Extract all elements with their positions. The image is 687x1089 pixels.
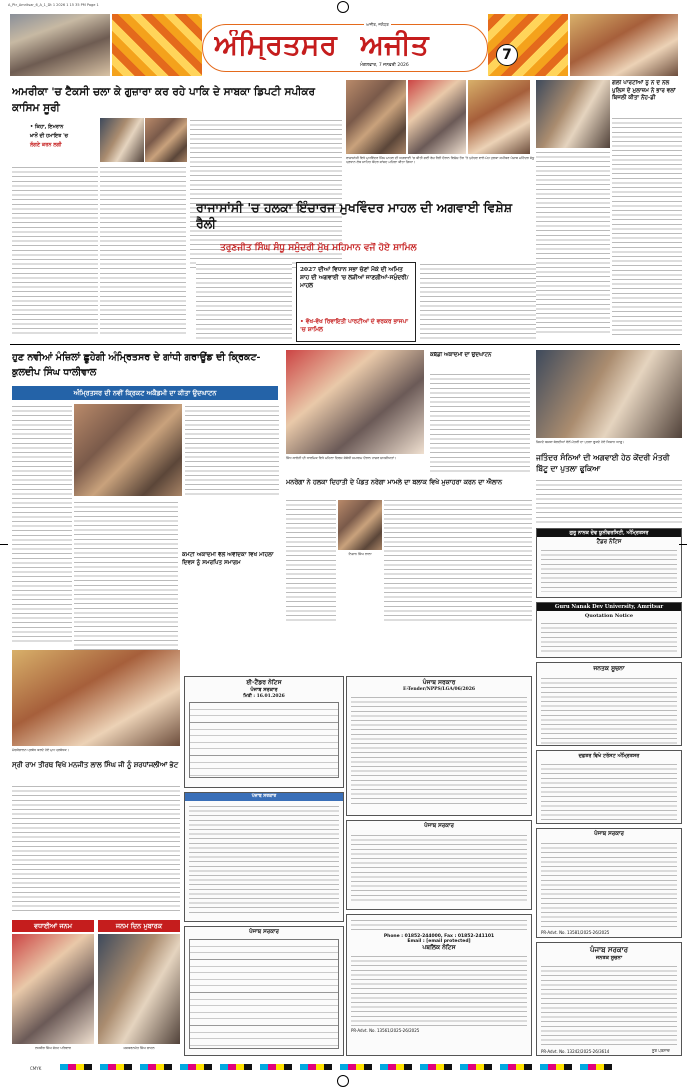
- main-subheadline: ਤਰੁਣਜੀਤ ਸਿੰਘ ਸੰਧੂ ਸਮੁੰਦਰੀ ਮੁੱਖ ਮਹਿਮਾਨ ਵਜੋਂ ਹੋਏ ਸ਼ਾਮਿਲ: [220, 243, 417, 253]
- story3-bar: ਅੰਮ੍ਰਿਤਸਰ ਦੀ ਨਵੀਂ ਕ੍ਰਿਕਟ ਅਕੈਡਮੀ ਦਾ ਕੀਤਾ ਉਦਘਾਟਨ: [12, 386, 278, 400]
- tender1-table: [189, 702, 339, 778]
- story3-body-2: [185, 404, 279, 496]
- lower-ad-2-body: [351, 833, 527, 903]
- registration-mark-icon: [337, 1, 349, 13]
- lower-ad-2-title: ਪੰਜਾਬ ਸਰਕਾਰ: [424, 823, 454, 829]
- bottom-mid-body-2: [384, 498, 532, 622]
- bottom-tag: ਨੂਰ ਪਰਸ਼ਾਦ: [652, 1048, 670, 1053]
- right-headline: ਜਤਿੰਦਰ ਸੰਨਿਆਂ ਦੀ ਅਗਵਾਈ ਹੇਠ ਕੇਂਦਰੀ ਮੰਤਰੀ ਬਿੱਟੂ ਦਾ ਪੁਤਲਾ ਫੂਕਿਆ: [536, 453, 670, 473]
- tender2-ad: [346, 676, 532, 816]
- top-right-body-2: [536, 150, 610, 336]
- top-right-body: [612, 116, 682, 336]
- mid-body: [430, 372, 530, 474]
- right-caption: ਜਿਸਦੇ ਕਸਬਾ ਬੋਲਦੀਆਂ ਵੱਲੋਂ ਮੰਤਰੀ ਦਾ ਪੁਤਲਾ ਫੂਕਦੇ ਹੋਏ ਕਿਸਾਨ ਆਗੂ।: [536, 440, 625, 444]
- main-callout-1: 2027 ਦੀਆਂ ਵਿਧਾਨ ਸਭਾ ਚੋਣਾਂ ਮੌਕੇ ਦੀ ਅਮਿਤ ਸ਼ਾਹ ਦੀ ਅਗਵਾਈ 'ਚ ਲੜੀਆਂ ਜਾਣਗੀਆਂ-ਸਮੁੰਦਰੀ/ਮਾਹਲ: [300, 267, 409, 289]
- color-bar: [60, 1064, 620, 1070]
- mid-caption: ਸਿੱਖ ਕਾਲੋਨੀ ਦੀ ਧਾਰਮਿਕ ਵਿਖੇ ਮਹਿਲਾ ਦਿਵਸ ਸੰਬੰਧੀ ਸਮਾਗਮ ਦੌਰਾਨ ਹਾਜ਼ਰ ਸ਼ਖਸੀਅਤਾਂ।: [286, 456, 397, 460]
- gndu-ad: [536, 528, 682, 598]
- masthead-date: ਮੰਗਲਵਾਰ, 7 ਜਨਵਰੀ 2026: [360, 63, 409, 68]
- govt-ad-right-2-title: ਪੰਜਾਬ ਸਰਕਾਰ: [589, 945, 628, 954]
- public-notice-body: [351, 954, 527, 1026]
- section-divider: [10, 344, 680, 345]
- trustee-title: ਦਫ਼ਤਰ ਵਿਖੇ ਟਰੱਸਟ ਅੰਮ੍ਰਿਤਸਰ: [578, 753, 640, 759]
- tender2-sub: E-Tender/NPPS/LGA/06/2026: [403, 687, 475, 692]
- slug-line: A_Ptr_Amritsar_6_A_1_Dt 1 2026 1 15 35 PM Page 1: [8, 3, 99, 7]
- bday-right-title: ਜਨਮ ਦਿਨ ਮੁਬਾਰਕ: [98, 920, 180, 932]
- gndu-sub: ਟੈਂਡਰ ਨੋਟਿਸ: [596, 539, 622, 545]
- gndu-title: ਗੁਰੂ ਨਾਨਕ ਦੇਵ ਯੂਨੀਵਰਸਿਟੀ, ਅੰਮ੍ਰਿਤਸਰ: [537, 529, 681, 537]
- bottom-mid-headline: ਮਨਰੇਗਾ ਨੇ ਹਲਕਾ ਦਿਹਾਤੀ ਦੇ ਪੰਡਤ ਨਰੇਗਾ ਮਾਮਲੇ ਦਾ ਬਲਾਕ ਵਿਖੇ ਮੁਜ਼ਾਹਰਾ ਕਰਨ ਦਾ ਐਲਾਨ: [286, 478, 503, 486]
- public-notice-title: ਪਬਲਿਕ ਨੋਟਿਸ: [422, 944, 456, 951]
- lead-photo-2: [408, 80, 466, 154]
- email-line: Email : [email protected]: [407, 939, 471, 944]
- main-callout-2: • ਵੱਖ-ਵੱਖ ਰਿਵਾਇਤੀ ਪਾਰਟੀਆਂ ਦੇ ਵਰਕਰ ਭਾਜਪਾ 'ਚ ਸ਼ਾਮਿਲ: [300, 319, 408, 333]
- pr-no-3: PR-Advt. No. 13242/2025-26/3614: [541, 1049, 610, 1054]
- mid-story-headline: ਕਮੇਟੀ ਅਕਾਦਮੀ ਵੱਲੋਂ ਅਵੈਦਿਕਾ ਵਿਖੇ ਮਹਿਲਾ ਦਿਵਸ ਨੂੰ ਸਮਰਪਿਤ ਸਮਾਗਮ: [182, 552, 274, 566]
- tender1-sub: ਪੰਜਾਬ ਸਰਕਾਰ: [250, 687, 278, 693]
- story3-body: [12, 404, 72, 644]
- govt-ad-right-title: ਪੰਜਾਬ ਸਰਕਾਰ: [594, 831, 624, 837]
- masthead-pattern: [112, 14, 202, 76]
- story1-portrait: [100, 118, 144, 162]
- story1-headline: ਅਮਰੀਕਾ 'ਚ ਟੈਕਸੀ ਚਲਾ ਕੇ ਗੁਜ਼ਾਰਾ ਕਰ ਰਹੇ ਪਾਕਿ ਦੇ ਸਾਬਕਾ ਡਿਪਟੀ ਸਪੀਕਰ ਕਾਸਿਮ ਸੂਰੀ: [12, 86, 316, 114]
- story1-body-2: [100, 165, 186, 335]
- public-notice-ad: [346, 914, 532, 1056]
- bottom-tender-title: ਪੰਜਾਬ ਸਰਕਾਰ: [249, 929, 279, 935]
- govt-ad-right-2-sub: ਜਨਤਕ ਸੂਚਨਾ: [596, 955, 622, 961]
- jantak-body: [541, 676, 677, 744]
- bday-left-photo: [12, 934, 94, 1044]
- govt-ad-right: [536, 828, 682, 938]
- story3-headline: ਹੁਣ ਨਵੀਆਂ ਮੰਜ਼ਿਲਾਂ ਛੂਹੇਗੀ ਅੰਮ੍ਰਿਤਸਰ ਦੇ ਗਾਂਧੀ ਗਰਾਊਂਡ ਦੀ ਕ੍ਰਿਕਟ-ਕੁਲਦੀਪ ਸਿੰਘ ਧਾਲੀਵਾਲ: [12, 352, 261, 378]
- story1-body: [12, 165, 98, 335]
- masthead-small: ਅਜੀਤ, ਜਲੰਧਰ: [366, 22, 389, 27]
- page-number-badge: 7: [496, 44, 518, 66]
- pr-no-1: PR-Advt. No. 13561/2025-26/2025: [351, 1028, 420, 1033]
- right-body: [536, 478, 682, 524]
- mid-photo: [286, 350, 424, 454]
- bottom-left-photo: [12, 650, 180, 746]
- trustee-body: [541, 762, 677, 820]
- lead-photo-caption: ਰਾਜਾਸਾਂਸੀ ਵਿਖੇ ਮੁਖਵਿੰਦਰ ਸਿੰਘ ਮਾਹਲ ਦੀ ਅਗਵਾਈ 'ਚ ਕੀਤੀ ਗਈ ਰੋਸ਼ ਰੈਲੀ ਦੌਰਾਨ ਵਿਸ਼ੇਸ਼ ਤੌਰ 'ਤੇ ਪੁਹੰਚਣ ਵਾਲੇ ਮੋਹ ਹੁਲਕਾ ਸਪੀਕਰ ਪੰਜਾਬ ਮਹਿੰਦਰ ਸੰਧੂ ਪ੍ਰਧਾਨ ਲੋਕ ਸਾਹਿਤ ਕੇਂਦਰ ਸਾਂਸਦ ਮਹਿਲਾ ਕੀਤਾ ਗਿਆ।: [346, 156, 535, 165]
- bottom-left-body: [12, 784, 180, 914]
- lead-photo-1: [346, 80, 406, 154]
- trustee-ad: [536, 750, 682, 824]
- gndu-en-ad: [536, 602, 682, 658]
- lower-ad-1-bar: ਪੰਜਾਬ ਸਰਕਾਰ: [185, 793, 343, 801]
- story1-sub1: • ਕਿਹਾ, ਇਮਰਾਨ: [30, 124, 64, 130]
- bottom-tender-body: [189, 939, 339, 1049]
- lower-ad-2: [346, 820, 532, 910]
- masthead-left: ਅੰਮ੍ਰਿਤਸਰ: [214, 30, 337, 60]
- mid-label: ਕਬੱਡੀ ਅਕਾਦਮੀ ਦਾ ਉਦਘਾਟਨ: [430, 352, 492, 358]
- bottom-mid-portrait: [338, 500, 382, 550]
- public-notice-head: [351, 918, 527, 934]
- main-body-2: [420, 262, 536, 342]
- bday-right-caption: ਜਸਕਰਨਜੋਤ ਸਿੰਘ ਚਾਹਲ: [123, 1046, 155, 1050]
- story3-body-3: [74, 500, 178, 650]
- bottom-mid-portrait-caption: ਨਿਸ਼ਾਨ ਸਿੰਘ ਲਾਲਾ: [348, 552, 372, 556]
- jantak-ad: [536, 662, 682, 746]
- bday-left-caption: ਲਖਬੀਰ ਸਿੰਘ ਸੰਨਹ ਪਰਿਵਾਰ: [35, 1046, 71, 1050]
- story1-sub3: ਲੱਗਣੇ ਕਰਨ ਲਗੀ: [30, 142, 62, 148]
- gndu-en-title: Guru Nanak Dev University, Amritsar: [537, 603, 681, 611]
- phone-line: Phone : 01852-244000, Fax : 01852-241101: [383, 934, 495, 939]
- tender1-title: ਈ-ਟੈਂਡਰ ਨੋਟਿਸ: [246, 679, 282, 686]
- golden-temple-image: [10, 14, 110, 76]
- lower-ad-1: [184, 792, 344, 922]
- main-headline: ਰਾਜਾਸਾਂਸੀ 'ਚ ਹਲਕਾ ਇੰਚਾਰਜ ਮੁਖਵਿੰਦਰ ਮਾਹਲ ਦੀ ਅਗਵਾਈ ਵਿਸ਼ੇਸ਼ ਰੈਲੀ: [196, 200, 513, 231]
- lead-photo-3: [468, 80, 530, 154]
- top-right-headline: ਗੋਲੀ ਪਾਰਟੀਆਂ ਨੂੰ ਨੇ ਦੇ ਨੇਲ ਪੁਲਿਸ ਦੇ ਮੁਲਾਜ਼ਮ ਨੇ ਭਾਰ ਵਲਾਂ ਬਿਜਲੀ ਕੀਤਾ ਨੋਂਹ-ਡੀ: [612, 80, 676, 101]
- gndu-en-body: [541, 621, 677, 655]
- cmyk-label: CMYK: [30, 1066, 42, 1071]
- bottom-left-headline: ਸ੍ਰੀ ਰਾਮ ਤੀਰਥ ਵਿਖੇ ਮਨਜੀਤ ਲਾਲ ਸਿੰਘ ਜੀ ਨੂੰ ਸ਼ਰਧਾਂਜਲੀਆਂ ਭੇਟ: [12, 761, 179, 769]
- heritage-image: [570, 14, 678, 76]
- gndu-body: [541, 548, 677, 592]
- story1-sub2: ਖ਼ਾਨੋਂ ਦੀ ਹਮਾਇਤ 'ਚ: [30, 133, 69, 139]
- lower-ad-1-body: [189, 804, 339, 914]
- right-photo: [536, 350, 682, 438]
- govt-ad-right-2: [536, 942, 682, 1056]
- crop-mark: [679, 544, 687, 545]
- bottom-left-caption: ਮੰਚਸੰਚਾਲਨ ਪ੍ਰਬੰਧ ਕਰਦੇ ਹੋਏ ਮੁਖ ਪ੍ਰਬੰਧਕ।: [12, 748, 69, 752]
- tender1-date: ਮਿਤੀ : 16.01.2026: [243, 694, 285, 699]
- govt-ad-right-body: [541, 841, 677, 927]
- pr-no-2: PR-Advt. No. 13581/2025-26/2025: [541, 930, 610, 935]
- govt-ad-right-2-body: [541, 964, 677, 1046]
- registration-mark-icon: [337, 1075, 349, 1087]
- tender2-title: ਪੰਜਾਬ ਸਰਕਾਰ: [422, 679, 456, 686]
- story1-portrait-2: [145, 118, 187, 162]
- crop-mark: [0, 544, 8, 545]
- bottom-tender-ad: [184, 926, 344, 1056]
- top-right-photo: [536, 80, 610, 148]
- gndu-en-sub: Quotation Notice: [584, 613, 634, 619]
- bottom-mid-body: [286, 498, 336, 622]
- jantak-title: ਜਨਤਕ ਸੂਚਨਾ: [593, 665, 625, 672]
- main-body-1: [196, 262, 292, 342]
- tender2-body: [351, 695, 527, 805]
- story3-photo: [74, 404, 182, 496]
- bday-left-title: ਵਧਾਈਆਂ ਜਨਮ: [12, 920, 94, 932]
- tender1-ad: [184, 676, 344, 788]
- bday-right-photo: [98, 934, 180, 1044]
- masthead-right: ਅਜੀਤ: [360, 30, 429, 60]
